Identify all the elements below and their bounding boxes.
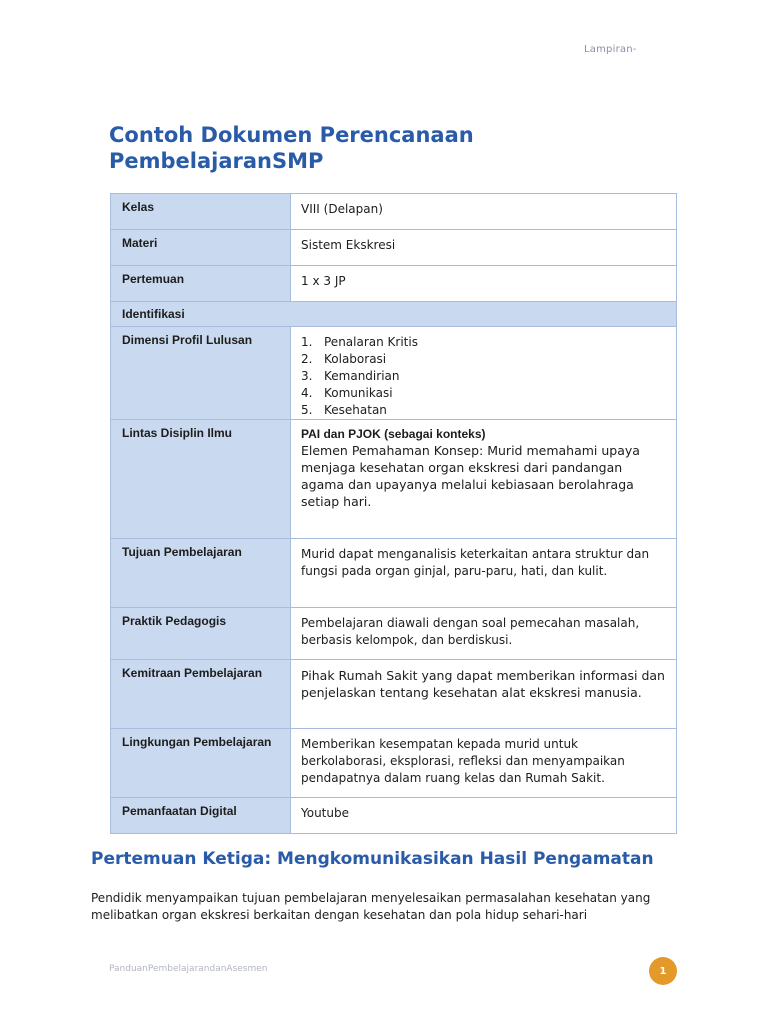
- row-label: Kelas: [111, 194, 291, 230]
- row-label: Pertemuan: [111, 266, 291, 302]
- row-label: Lintas Disiplin Ilmu: [111, 420, 291, 539]
- section-paragraph: Pendidik menyampaikan tujuan pembelajaran menyelesaikan permasalahan kesehatan yang melibatkan organ ekskresi berkaitan dengan kesehatan dan pola hidup sehari-hari: [91, 891, 651, 922]
- list-item: 1. Penalaran Kritis: [301, 335, 418, 349]
- row-value: Pembelajaran diawali dengan soal pemecahan masalah, berbasis kelompok, dan berdiskusi.: [291, 608, 677, 660]
- row-label: Pemanfaatan Digital: [111, 798, 291, 834]
- row-label: Lingkungan Pembelajaran: [111, 729, 291, 798]
- page-number-badge: 1: [649, 957, 677, 985]
- row-value: Pihak Rumah Sakit yang dapat memberikan informasi dan penjelaskan tentang kesehatan alat ekskresi manusia.: [291, 660, 677, 729]
- context-body: Elemen Pemahaman Konsep: Murid memahami upaya menjaga kesehatan organ ekskresi dari pandangan agama dan upayanya melalui kebiasaan berolahraga setiap hari.: [301, 443, 640, 509]
- table-row-kemitraan: [111, 660, 677, 729]
- header-note: Lampiran-: [584, 44, 637, 55]
- table-row-identifikasi: [111, 302, 677, 327]
- list-item: 5. Kesehatan: [301, 403, 387, 417]
- row-label: Materi: [111, 230, 291, 266]
- row-label: Kemitraan Pembelajaran: [111, 660, 291, 729]
- row-value: VIII (Delapan): [291, 194, 677, 230]
- list-item: 2. Kolaborasi: [301, 352, 387, 366]
- row-label: Dimensi Profil Lulusan: [111, 327, 291, 420]
- row-value: [291, 420, 677, 539]
- row-value: Memberikan kesempatan kepada murid untuk berkolaborasi, eksplorasi, refleksi dan menyampaikan pendapatnya dalam ruang kelas dan Rumah Sakit.: [291, 729, 677, 798]
- list-item: 3. Kemandirian: [301, 369, 400, 383]
- title-line-2: PembelajaranSMP: [109, 149, 324, 173]
- table-row-lintas: [111, 420, 677, 539]
- list-item: 4. Komunikasi: [301, 386, 393, 400]
- document-title: [109, 122, 669, 174]
- table-row-tujuan: [111, 539, 677, 608]
- table-row-lingkungan: [111, 729, 677, 798]
- context-title: PAI dan PJOK (sebagai konteks): [301, 427, 486, 441]
- row-value: Murid dapat menganalisis keterkaitan antara struktur dan fungsi pada organ ginjal, paru-paru, hati, dan kulit.: [291, 539, 677, 608]
- table-row-digital: [111, 798, 677, 834]
- row-value: Sistem Ekskresi: [291, 230, 677, 266]
- table-row-kelas: [111, 194, 677, 230]
- row-value: Youtube: [291, 798, 677, 834]
- dimension-list: [301, 334, 666, 419]
- section-header: Identifikasi: [111, 302, 677, 327]
- row-label: Tujuan Pembelajaran: [111, 539, 291, 608]
- table-row-materi: [111, 230, 677, 266]
- table-row-dimensi: [111, 327, 677, 420]
- table-row-pertemuan: [111, 266, 677, 302]
- lesson-plan-table: [110, 193, 677, 834]
- title-line-1: Contoh Dokumen Perencanaan: [109, 123, 474, 147]
- row-value: 1 x 3 JP: [291, 266, 677, 302]
- footer-text: PanduanPembelajarandanAsesmen: [109, 964, 268, 974]
- row-label: Praktik Pedagogis: [111, 608, 291, 660]
- table-row-praktik: [111, 608, 677, 660]
- row-value: [291, 327, 677, 420]
- section-heading: Pertemuan Ketiga: Mengkomunikasikan Hasil Pengamatan: [91, 849, 654, 869]
